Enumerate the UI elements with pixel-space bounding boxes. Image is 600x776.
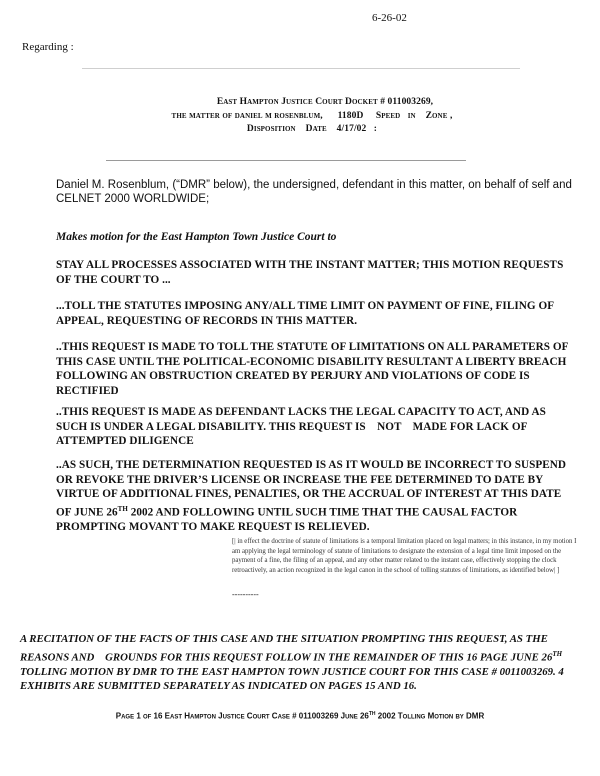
- request-paragraph-limitations: ..THIS REQUEST IS MADE TO TOLL THE STATUTE OF LIMITATIONS ON ALL PARAMETERS OF THIS CASE UNTIL THE POLITICAL-ECONOMIC DISABILITY RESULTANT A LIBERTY BREACH FOLLOWING AN OBSTRUCTION CREATED BY PERJURY AND VIOLATIONS OF CODE IS RECTIFIED: [56, 341, 569, 397]
- document-date: 6-26-02: [372, 12, 407, 24]
- footer-text-b: 2002 Tolling Motion by DMR: [375, 711, 485, 721]
- request-paragraph-toll: ...TOLL THE STATUTES IMPOSING ANY/ALL TIME LIMIT ON PAYMENT OF FINE, FILING OF APPEAL, REQUESTING OF RECORDS IN THIS MATTER.: [56, 300, 554, 327]
- top-divider: [82, 68, 520, 69]
- request-paragraph-disability: ..THIS REQUEST IS MADE AS DEFENDANT LACKS THE LEGAL CAPACITY TO ACT, AND AS SUCH IS UNDER A LEGAL DISABILITY. THIS REQUEST IS NOT MADE FOR LACK OF ATTEMPTED DILIGENCE: [56, 406, 549, 447]
- footnote-block: [| in effect the doctrine of statute of limitations is a temporal limitation placed on legal matters; in this instance, in my motion I am applying the legal terminology of statute of limitations to designate the extension of a legal time limit imposed on the payment of a fine, the filing of an appeal, and any other matter related to the instant case, effectively stopping the clock retroactively, an action recognized in the legal canon in the school of tolling statutes of limitations, as identified below| ]: [232, 538, 577, 574]
- docket-disposition-line: Disposition Date 4/17/02 :: [246, 124, 378, 134]
- regarding-label: Regarding :: [22, 41, 74, 53]
- determination-superscript: TH: [117, 504, 128, 513]
- recital-paragraph: [20, 632, 586, 694]
- recital-superscript: TH: [552, 649, 563, 658]
- motion-heading: Makes motion for the East Hampton Town Justice Court to: [56, 231, 337, 243]
- page-footer: [0, 710, 600, 721]
- footnote-dashes: ----------: [232, 590, 259, 599]
- intro-paragraph: Daniel M. Rosenblum, (“DMR” below), the undersigned, defendant in this matter, on behalf of self and CELNET 2000 WORLDWIDE;: [56, 179, 572, 205]
- recital-text-a: A RECITATION OF THE FACTS OF THIS CASE AND THE SITUATION PROMPTING THIS REQUEST, AS THE REASONS AND GROUNDS FOR THIS REQUEST FOLLOW IN THE REMAINDER OF THIS 16 PAGE JUNE 26: [20, 633, 553, 664]
- footer-superscript: th: [368, 710, 376, 717]
- request-paragraph-determination: [56, 458, 576, 534]
- request-paragraph-stay: STAY ALL PROCESSES ASSOCIATED WITH THE INSTANT MATTER; THIS MOTION REQUESTS OF THE COURT TO ...: [56, 259, 564, 286]
- footer-text-a: Page 1 of 16 East Hampton Justice Court Case # 011003269 June 26: [115, 711, 369, 721]
- header-divider: [106, 160, 466, 161]
- docket-title: East Hampton Justice Court Docket # 011003269,: [216, 97, 434, 107]
- recital-text-b: TOLLING MOTION BY DMR TO THE EAST HAMPTON TOWN JUSTICE COURT FOR THIS CASE # 0011003269. 4 EXHIBITS ARE SUBMITTED SEPARATELY AS INDICATED ON PAGES 15 AND 16.: [20, 665, 564, 693]
- determination-text-b: 2002 AND FOLLOWING UNTIL SUCH TIME THAT THE CAUSAL FACTOR PROMPTING MOVANT TO MAKE REQUEST IS RELIEVED.: [56, 506, 518, 533]
- docket-matter-line: the matter of daniel m rosenblum, 1180D Speed in Zone ,: [171, 111, 453, 121]
- determination-text-a: ..AS SUCH, THE DETERMINATION REQUESTED IS AS IT WOULD BE INCORRECT TO SUSPEND OR REVOKE THE DRIVER’S LICENSE OR INCREASE THE FEE DETERMINED TO DATE BY VIRTUE OF ADDITIONAL FINES, PENALTIES, OR THE ACCRUAL OF INTEREST AT THIS DATE OF JUNE 26: [56, 459, 567, 519]
